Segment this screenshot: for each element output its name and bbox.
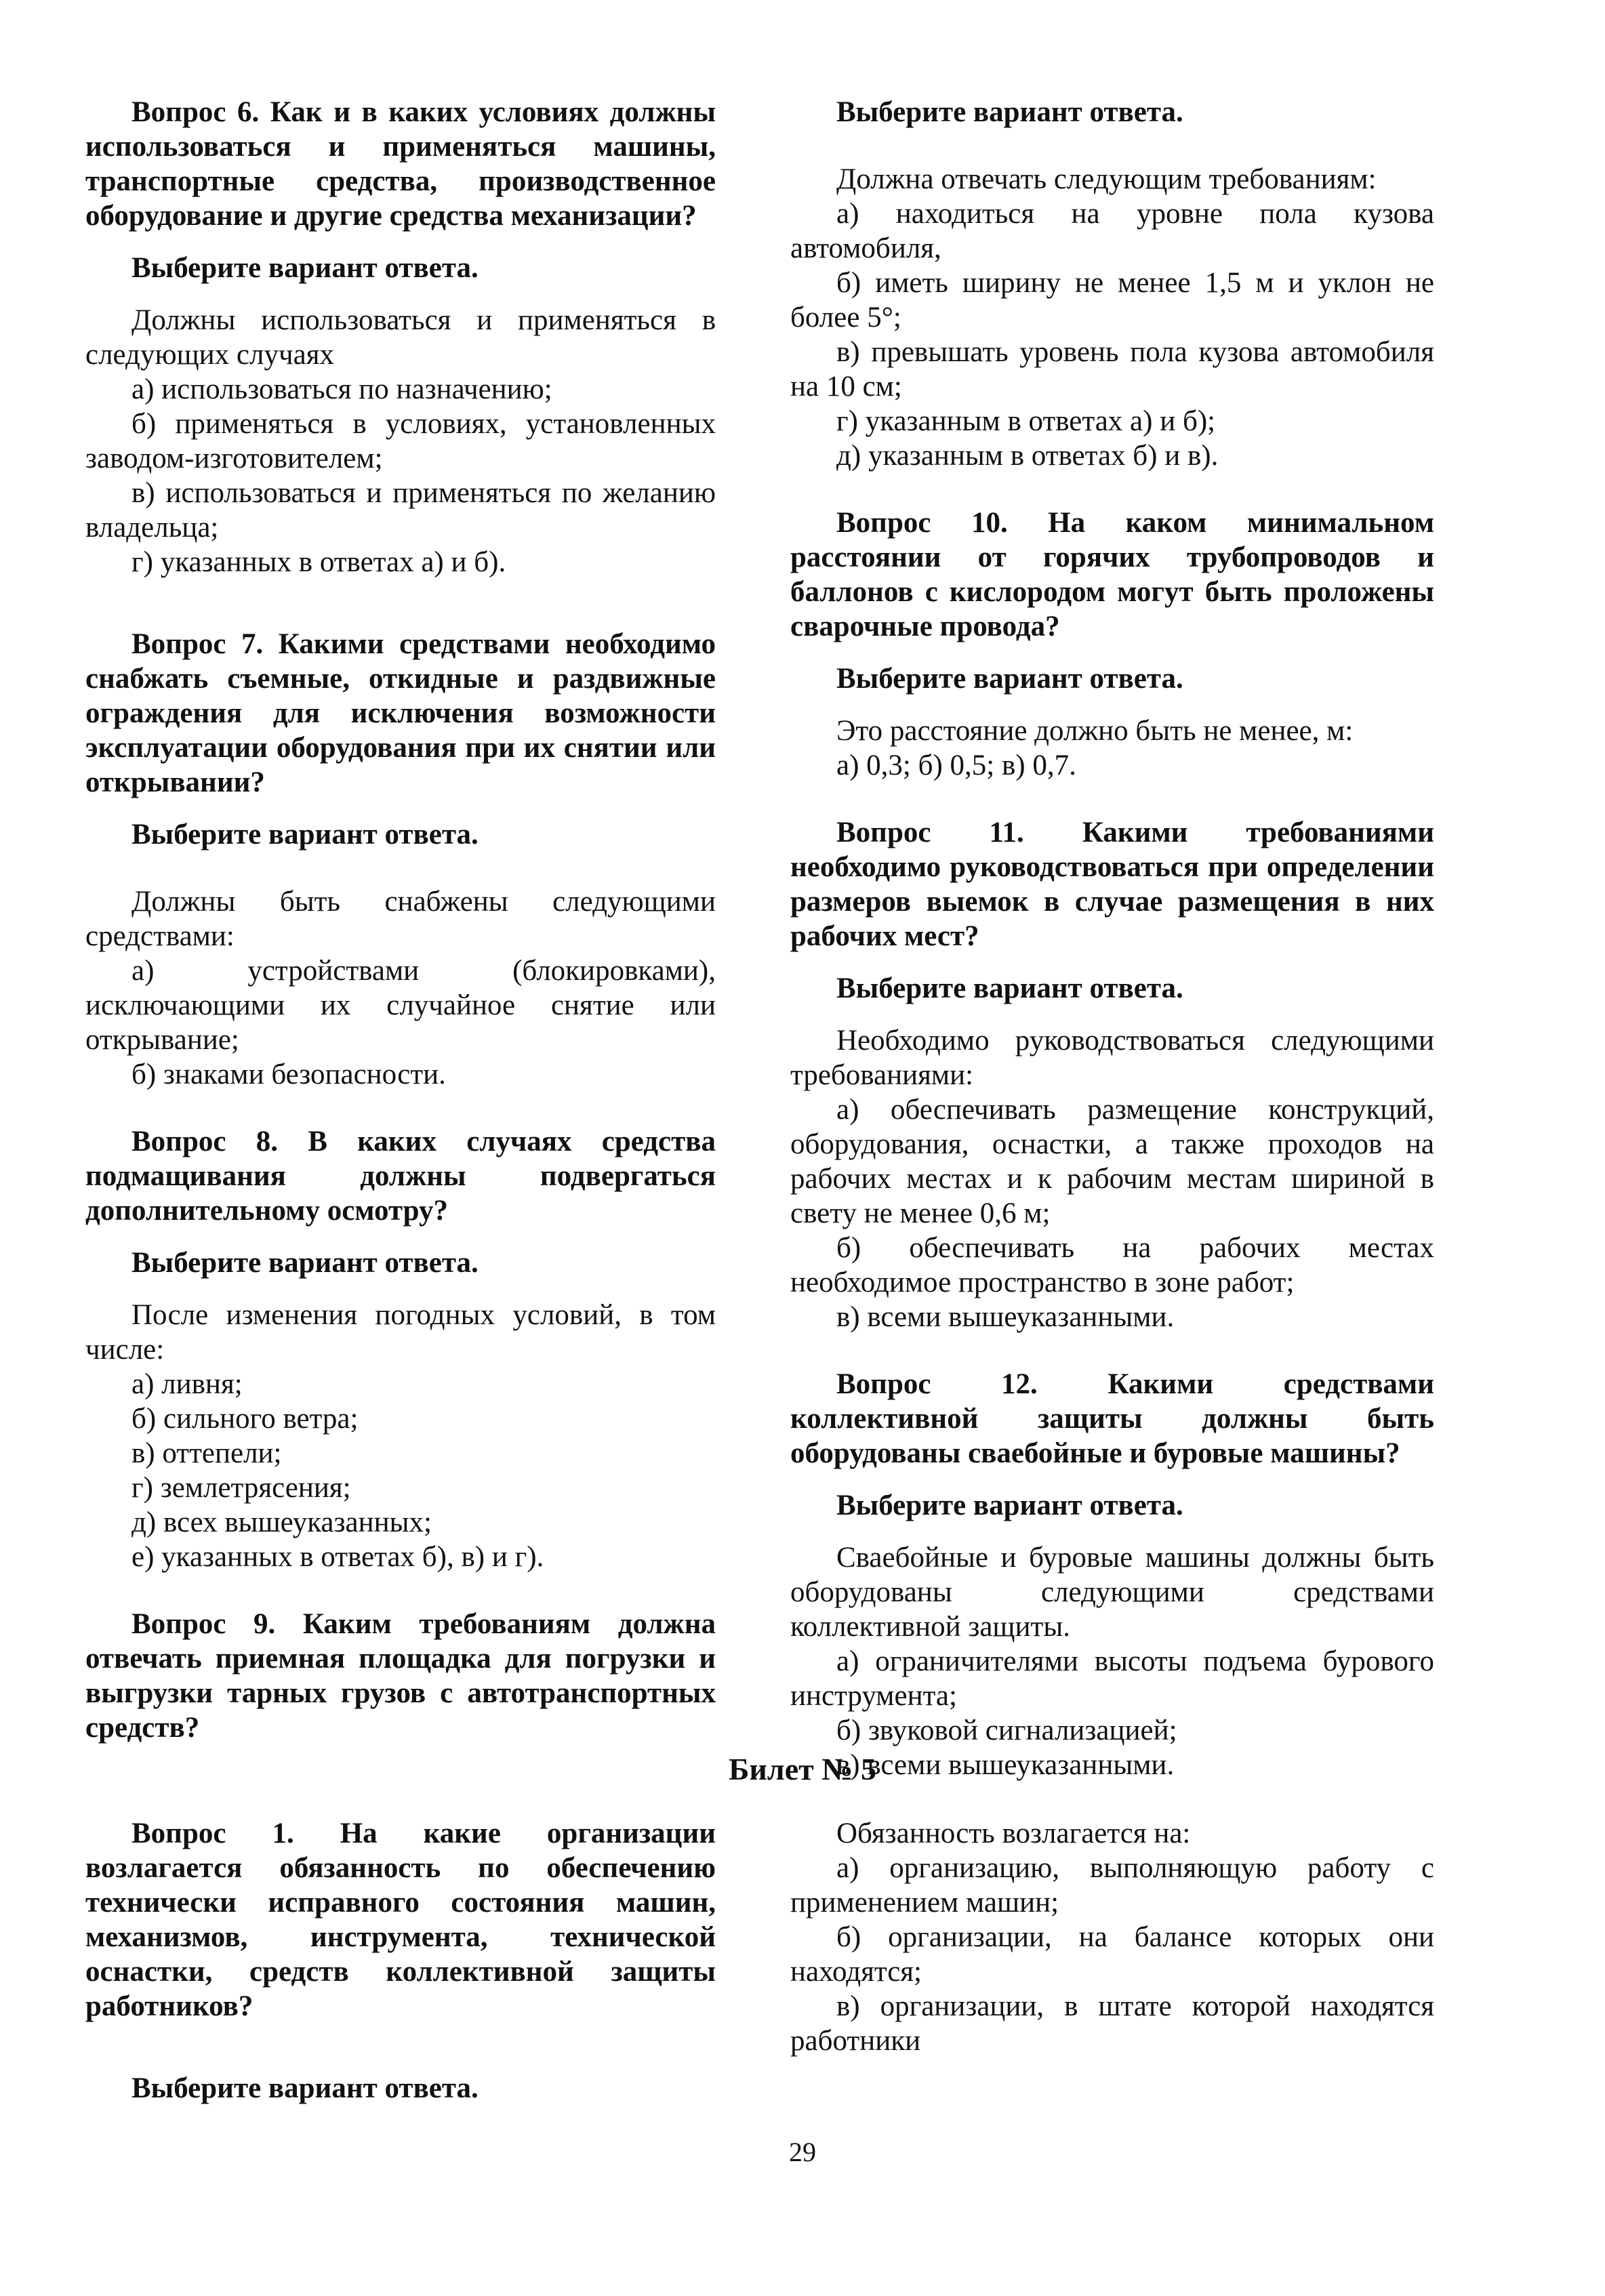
answer-intro: Обязанность возлагается на: <box>836 1818 1191 1849</box>
answer-intro: После изменения погодных условий, в том числе: <box>85 1299 716 1366</box>
answer-option: б) звуковой сигнализацией; <box>836 1715 1177 1746</box>
answer-option: в) превышать уровень пола кузова автомобиля на 10 см; <box>790 336 1434 403</box>
answer-option: г) указанных в ответах а) и б). <box>131 546 506 578</box>
right-column <box>790 95 1434 1782</box>
answer-option: в) оттепели; <box>131 1437 282 1469</box>
answer-option: б) организации, на балансе которых они находятся; <box>790 1921 1434 1988</box>
answer-option: б) иметь ширину не менее 1,5 м и уклон не более 5°; <box>790 267 1434 333</box>
answer-intro: Сваебойные и буровые машины должны быть оборудованы следующими средствами коллективной защиты. <box>790 1542 1434 1643</box>
ticket5-left-column <box>85 1816 716 2106</box>
question-12 <box>790 1367 1434 1782</box>
answer-option: д) указанным в ответах б) и в). <box>836 440 1219 472</box>
ticket5-right-column <box>790 1816 1434 2058</box>
answer-option: в) всеми вышеуказанными. <box>836 1749 1175 1781</box>
choose-answer-label: Выберите вариант ответа. <box>836 1490 1183 1521</box>
answer-option: в) всеми вышеуказанными. <box>836 1301 1175 1333</box>
question-9-continued <box>790 95 1434 473</box>
ticket5-question-1 <box>85 1816 716 2106</box>
answer-intro: Должна отвечать следующим требованиям: <box>836 163 1377 195</box>
question-title: Вопрос 7. Какими средствами необходимо снабжать съемные, откидные и раздвижные ограждения для исключения возможности эксплуатации оборудования при их снятии или открывании? <box>85 628 716 798</box>
answer-option: а) устройствами (блокировками), исключающими их случайное снятие или открывание; <box>85 955 716 1056</box>
question-title: Вопрос 8. В каких случаях средства подмащивания должны подвергаться дополнительному осмотру? <box>85 1126 716 1227</box>
answer-option: а) находиться на уровне пола кузова автомобиля, <box>790 198 1434 264</box>
left-column <box>85 95 716 1745</box>
choose-answer-label: Выберите вариант ответа. <box>836 663 1183 695</box>
choose-answer-label: Выберите вариант ответа. <box>131 819 479 850</box>
answer-option: а) ливня; <box>131 1368 243 1400</box>
answer-option: в) использоваться и применяться по желанию владельца; <box>85 477 716 544</box>
ticket5-question-1-answers <box>790 1816 1434 2058</box>
question-title: Вопрос 9. Каким требованиям должна отвечать приемная площадка для погрузки и выгрузки тарных грузов с автотранспортных средств? <box>85 1608 716 1744</box>
question-11 <box>790 815 1434 1334</box>
question-9 <box>85 1607 716 1745</box>
answer-option: б) сильного ветра; <box>131 1403 359 1435</box>
answer-option: д) всех вышеуказанных; <box>131 1506 432 1538</box>
answer-intro: Это расстояние должно быть не менее, м: <box>836 715 1354 747</box>
question-8 <box>85 1124 716 1574</box>
answer-intro: Необходимо руководствоваться следующими требованиями: <box>790 1025 1434 1091</box>
answer-intro: Должны использоваться и применяться в следующих случаях <box>85 304 716 371</box>
answer-option: б) обеспечивать на рабочих местах необходимое пространство в зоне работ; <box>790 1232 1434 1298</box>
answer-option: а) 0,3; б) 0,5; в) 0,7. <box>836 750 1076 781</box>
answer-option: а) ограничителями высоты подъема бурового инструмента; <box>790 1645 1434 1712</box>
answer-option: б) знаками безопасности. <box>131 1059 446 1090</box>
question-title: Вопрос 6. Как и в каких условиях должны использоваться и применяться машины, транспортные средства, производственное оборудование и другие средства механизации? <box>85 96 716 232</box>
page-number: 29 <box>789 2137 816 2167</box>
choose-answer-label: Выберите вариант ответа. <box>131 2072 479 2104</box>
ticket-title: Билет № 5 <box>729 1752 876 1786</box>
choose-answer-label: Выберите вариант ответа. <box>836 96 1183 128</box>
choose-answer-label: Выберите вариант ответа. <box>131 1247 479 1279</box>
question-10 <box>790 506 1434 783</box>
choose-answer-label: Выберите вариант ответа. <box>836 972 1183 1004</box>
answer-option: б) применяться в условиях, установленных заводом-изготовителем; <box>85 408 716 474</box>
answer-option: г) указанным в ответах а) и б); <box>836 405 1216 437</box>
question-6 <box>85 95 716 579</box>
answer-intro: Должны быть снабжены следующими средствами: <box>85 886 716 952</box>
question-title: Вопрос 12. Какими средствами коллективной защиты должны быть оборудованы сваебойные и буровые машины? <box>790 1368 1434 1469</box>
question-7 <box>85 627 716 1092</box>
question-title: Вопрос 10. На каком минимальном расстоянии от горячих трубопроводов и баллонов с кислородом могут быть проложены сварочные провода? <box>790 507 1434 642</box>
answer-option: г) землетрясения; <box>131 1472 351 1504</box>
answer-option: а) использоваться по назначению; <box>131 373 552 405</box>
question-title: Вопрос 1. На какие организации возлагается обязанность по обеспечению технически исправного состояния машин, механизмов, инструмента, технической оснастки, средств коллективной защиты работников? <box>85 1818 716 2022</box>
answer-option: в) организации, в штате которой находятся работники <box>790 1990 1434 2057</box>
answer-option: а) обеспечивать размещение конструкций, оборудования, оснастки, а также проходов на рабочих местах и к рабочим местам шириной в свету не менее 0,6 м; <box>790 1094 1434 1229</box>
question-title: Вопрос 11. Какими требованиями необходимо руководствоваться при определении размеров выемок в случае размещения в них рабочих мест? <box>790 817 1434 952</box>
answer-option: е) указанных в ответах б), в) и г). <box>131 1541 544 1573</box>
choose-answer-label: Выберите вариант ответа. <box>131 252 479 284</box>
answer-option: а) организацию, выполняющую работу с применением машин; <box>790 1852 1434 1919</box>
